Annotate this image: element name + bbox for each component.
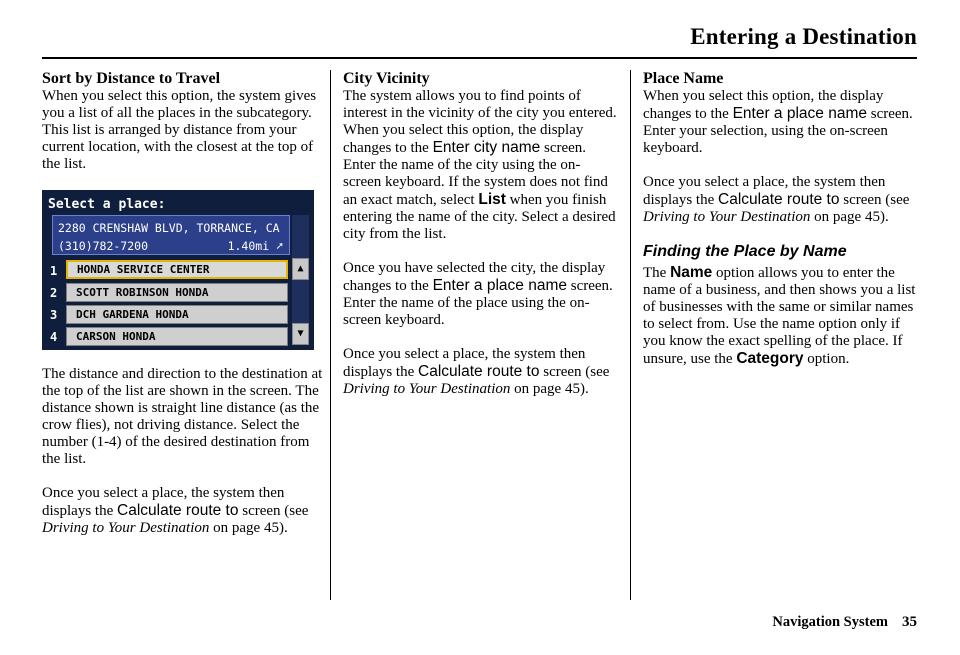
nav-item-number: 4 (50, 330, 58, 344)
nav-distance: 1.40mi ➚ (227, 239, 283, 253)
paragraph: Once you select a place, the system then displays the Calculate route to screen (see Driving to Your Destination on page 45). (343, 346, 610, 397)
nav-item-number: 3 (50, 308, 58, 322)
section-heading: City Vicinity (343, 70, 430, 87)
page-footer (772, 614, 917, 631)
scroll-up-icon[interactable]: ▲ (292, 258, 309, 280)
nav-list-item-selected[interactable]: HONDA SERVICE CENTER (66, 260, 288, 279)
direction-arrow-icon: ➚ (276, 239, 283, 253)
paragraph: Once you select a place, the system then displays the Calculate route to screen (see Driving to Your Destination on page 45). (643, 174, 910, 225)
column-city-vicinity (343, 70, 618, 415)
paragraph: The system allows you to find points of interest in the vicinity of the city you entered. When you select this option, the display changes to the Enter city name screen. Enter the name of the city using the on-screen keyboard. If the system does not find an exact match, select List when you finish entering the name of the city. Select a desired city from the list. (343, 88, 617, 242)
column-divider (630, 70, 631, 600)
footer-label: Navigation System (772, 614, 888, 630)
nav-address: 2280 CRENSHAW BLVD, TORRANCE, CA (58, 221, 280, 235)
subsection-heading: Finding the Place by Name (643, 243, 847, 260)
page-number: 35 (902, 614, 917, 630)
nav-list-item[interactable]: SCOTT ROBINSON HONDA (66, 283, 288, 302)
nav-phone: (310)782-7200 (58, 239, 149, 253)
paragraph: Once you select a place, the system then displays the Calculate route to screen (see Driving to Your Destination on page 45). (42, 485, 309, 536)
nav-destination-info (52, 215, 290, 255)
paragraph: When you select this option, the display changes to the Enter a place name screen. Enter your selection, using the on-screen keyboard. (643, 88, 913, 156)
paragraph: When you select this option, the system gives you a list of all the places in the subcategory. This list is arranged by distance from your current location, with the closest at the top of the list. (42, 88, 317, 172)
column-place-name (643, 70, 921, 385)
header-divider (42, 57, 917, 59)
nav-item-number: 2 (50, 286, 58, 300)
nav-scrollbar[interactable] (292, 215, 309, 345)
nav-screen-title: Select a place: (48, 197, 166, 212)
nav-list-item[interactable]: DCH GARDENA HONDA (66, 305, 288, 324)
column-divider (330, 70, 331, 600)
section-heading: Place Name (643, 70, 724, 87)
column-sort-by-distance (42, 70, 327, 554)
nav-screen-screenshot (42, 190, 314, 350)
paragraph: Once you have selected the city, the display changes to the Enter a place name screen. Enter the name of the place using the on-screen keyboard. (343, 260, 613, 328)
page-title: Entering a Destination (690, 24, 917, 49)
section-heading: Sort by Distance to Travel (42, 70, 221, 87)
nav-list-item[interactable]: CARSON HONDA (66, 327, 288, 346)
paragraph: The distance and direction to the destination at the top of the list are shown in the screen. The distance shown is straight line distance (as the crow flies), not driving distance. Select the number (1-4) of the desired destination from the list. (42, 366, 323, 467)
nav-item-number: 1 (50, 264, 58, 278)
paragraph: The Name option allows you to enter the name of a business, and then shows you a list of businesses with the same or similar names to select from. Use the name option only if you know the exact spelling of the place. If unsure, use the Category option. (643, 264, 916, 367)
scroll-down-icon[interactable]: ▼ (292, 323, 309, 345)
